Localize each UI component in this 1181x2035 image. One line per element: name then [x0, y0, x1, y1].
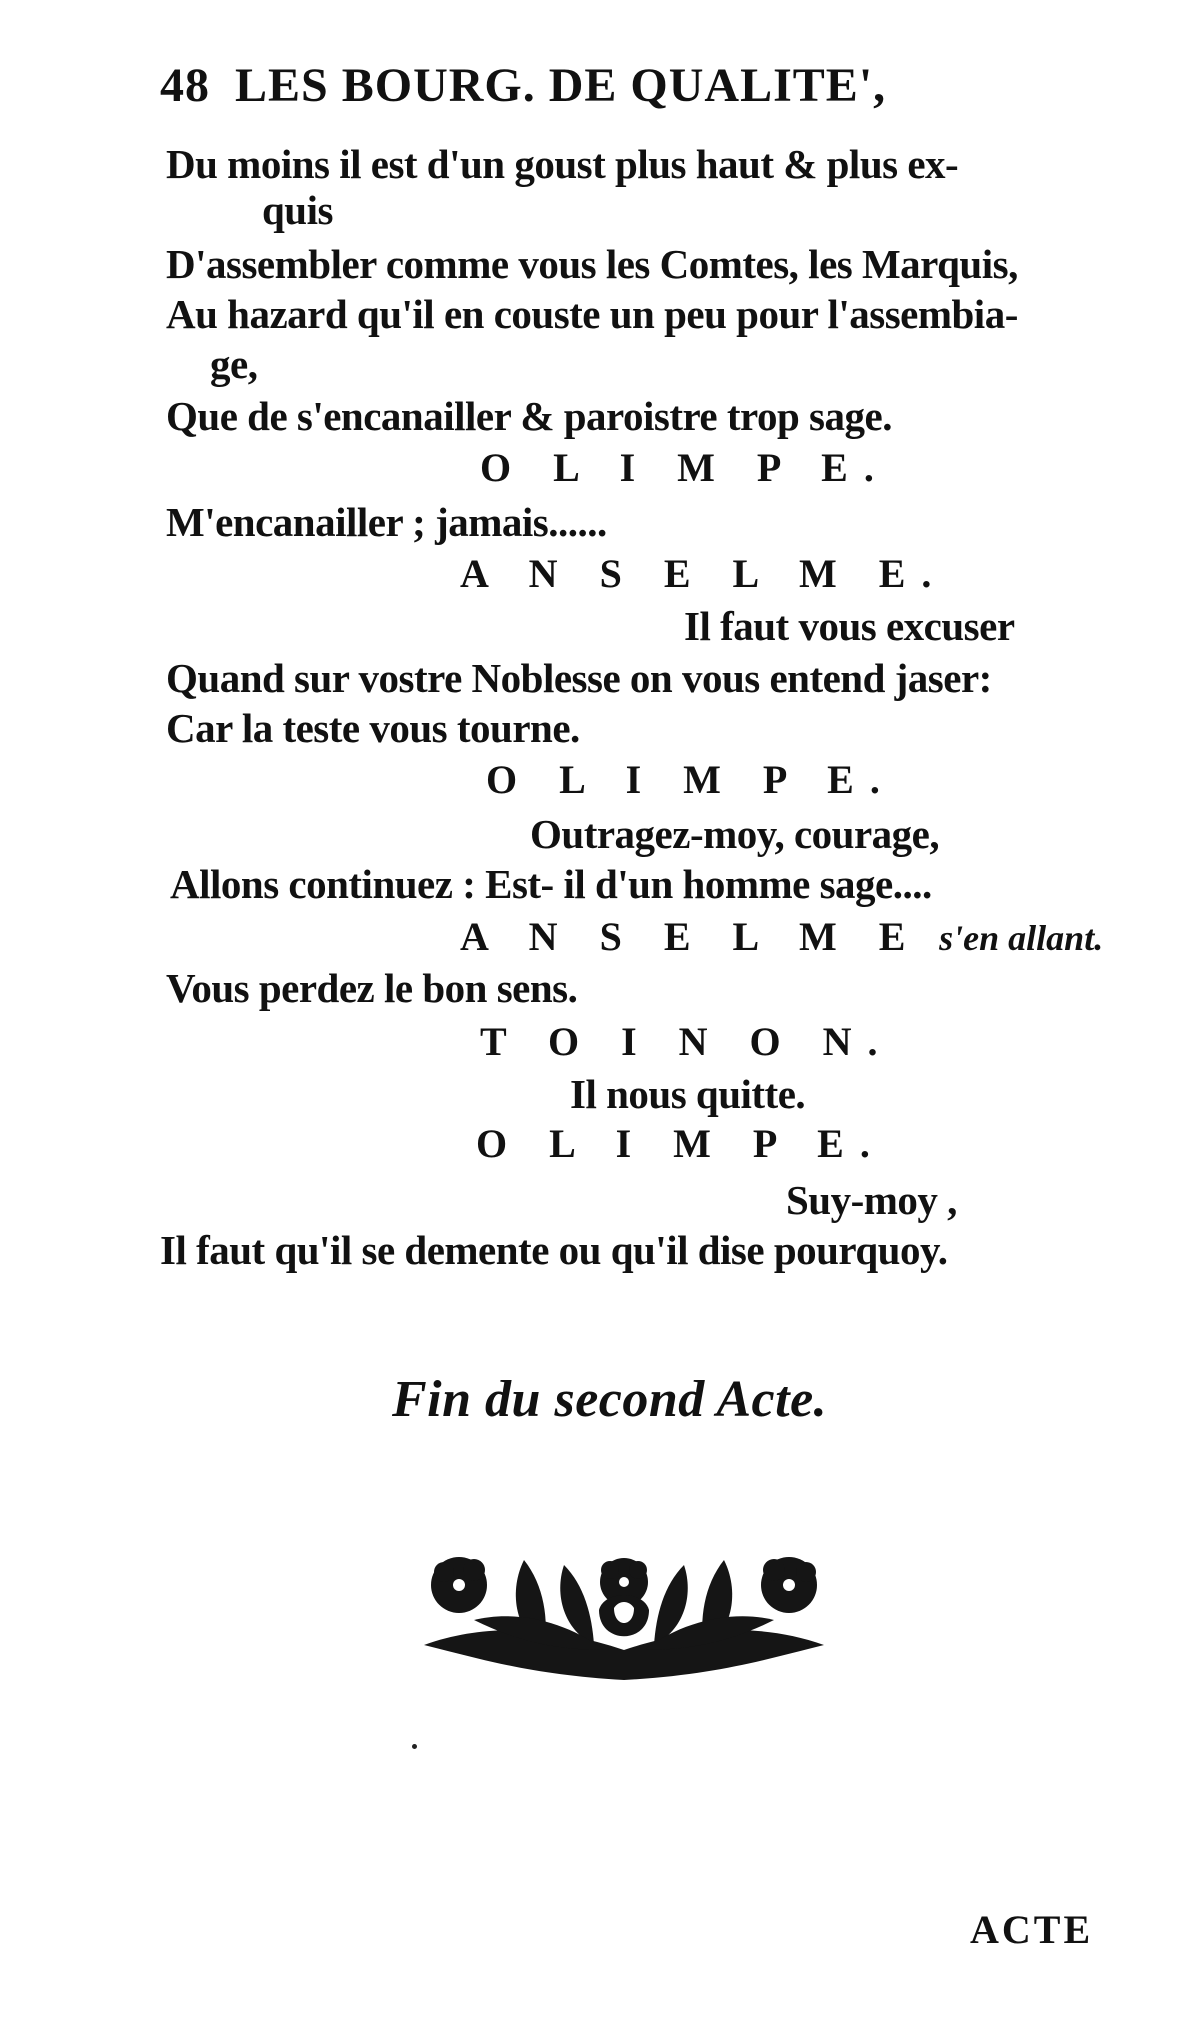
verse-line: ge, [210, 341, 258, 387]
verse-line: Il nous quitte. [570, 1071, 806, 1117]
verse-line: Il faut vous excuser [684, 603, 1015, 649]
verse-line: quis [262, 187, 333, 233]
end-of-act-title: Fin du second Acte. [392, 1371, 828, 1428]
speaker-name: A N S E L M E [460, 914, 922, 959]
verse-line: Outragez-moy, courage, [530, 811, 940, 857]
verse-line: Du moins il est d'un goust plus haut & plus ex- [166, 141, 959, 187]
verse-line: Suy-moy , [786, 1177, 957, 1223]
verse-line: M'encanailler ; jamais...... [166, 499, 607, 545]
verse-line: Car la teste vous tourne. [166, 705, 580, 751]
page-number: 48 [160, 59, 210, 112]
speaker-heading: O L I M P E. [480, 445, 890, 490]
verse-line: Quand sur vostre Noblesse on vous entend jaser: [166, 655, 992, 701]
verse-line: Allons continuez : Est- il d'un homme sage.... [170, 861, 932, 907]
floral-tailpiece-ornament-icon [414, 1550, 834, 1690]
speaker-heading: O L I M P E. [486, 757, 896, 802]
speaker-heading: T O I N O N. [480, 1019, 894, 1064]
ink-speck [412, 1744, 417, 1749]
stage-direction: s'en allant. [939, 918, 1104, 958]
verse-line: Vous perdez le bon sens. [166, 965, 578, 1011]
verse-line: Il faut qu'il se demente ou qu'il dise pourquoy. [160, 1227, 948, 1273]
page-header [160, 59, 887, 112]
verse-line: Au hazard qu'il en couste un peu pour l'assembia- [166, 291, 1018, 337]
speaker-heading: A N S E L M E. [460, 551, 948, 596]
verse-line: D'assembler comme vous les Comtes, les Marquis, [166, 241, 1018, 287]
running-title: LES BOURG. DE QUALITE', [235, 59, 887, 112]
verse-line: Que de s'encanailler & paroistre trop sage. [166, 393, 892, 439]
catchword: ACTE [970, 1907, 1094, 1952]
speaker-heading: O L I M P E. [476, 1121, 886, 1166]
speaker-heading-with-direction [460, 912, 1103, 962]
